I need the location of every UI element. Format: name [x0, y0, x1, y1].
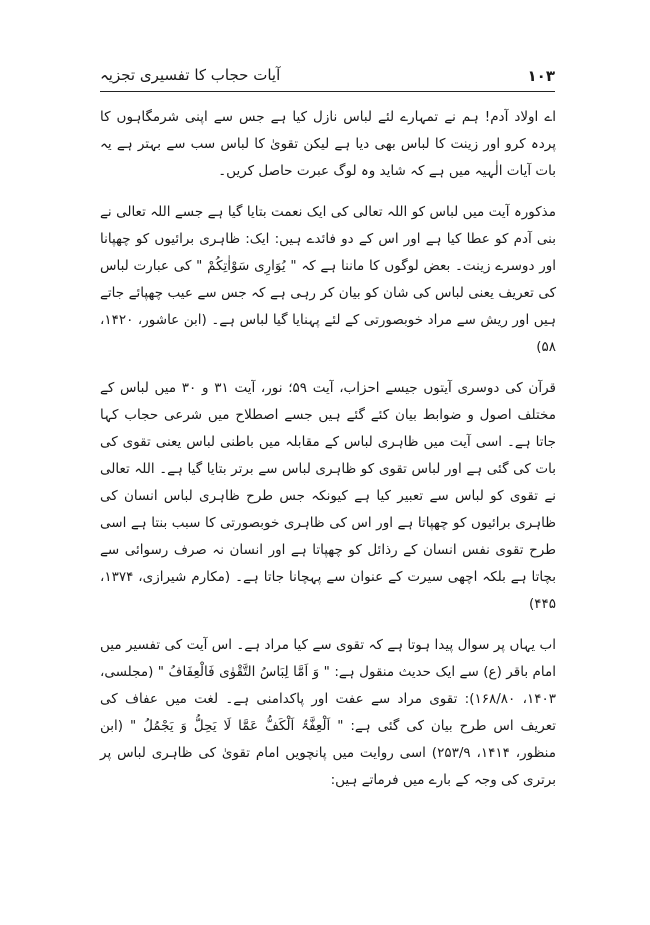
header-divider [100, 91, 555, 92]
running-title: آیات حجاب کا تفسیری تجزیہ [100, 66, 281, 84]
body-text [100, 104, 556, 794]
paragraph-meaning-of-piety: اب یہاں پر سوال پیدا ہوتا ہے کہ تقوی سے کیا مراد ہے۔ اس آیت کی تفسیر میں امام باقر (ع) سے ایک حدیث منقول ہے: " وَ اَمَّا لِبَاسُ التَّقْوٰی فَالْعِفَافُ " (مجلسی، ۱۴۰۳، ۱۶۸/۸۰): تقوی مراد سے عفت اور پاکدامنی ہے۔ لغت میں عفاف کی تعریف اس طرح بیان کی گئی ہے: " اَلْعِفَّۃُ اَلْکَفُّ عَمَّا لَا یَحِلُّ وَ یَجْمُلُ " (ابن منظور، ۱۴۱۴، ۲۵۳/۹) اسی روایت میں پانچویں امام تقویٰ کی ظاہری لباس پر برتری کی وجہ کے بارے میں فرماتے ہیں: [100, 637, 556, 788]
paragraph-verse-translation: اے اولاد آدم! ہم نے تمہارے لئے لباس نازل کیا ہے جس سے اپنی شرمگاہوں کا پردہ کرو اور زینت کا لباس بھی دیا ہے لیکن تقویٰ کا لباس سب سے بہتر ہے یہ بات آیات الٰہیہ میں ہے کہ شاید وہ لوگ عبرت حاصل کریں۔ [100, 109, 556, 179]
paragraph-piety-as-clothing: قرآن کی دوسری آیتوں جیسے احزاب، آیت ۵۹؛ نور، آیت ۳۱ و ۳۰ میں لباس کے مختلف اصول و ضوابط بیان کئے گئے ہیں جسے اصطلاح میں شرعی حجاب کہا جاتا ہے۔ اسی آیت میں ظاہری لباس کے مقابلہ میں باطنی لباس یعنی تقوی کی بات کی گئی ہے اور لباس تقوی کو ظاہری لباس سے برتر بتایا گیا ہے۔ اللہ تعالی نے تقوی کو لباس سے تعبیر کیا ہے کیونکہ جس طرح ظاہری لباس انسان کی ظاہری برائیوں کو چھپاتا ہے اور اس کی ظاہری خوبصورتی کا سبب بنتا ہے اسی طرح تقوی نفس انسان کے رذائل کو چھپاتا ہے اور انسان نہ صرف رسوائی سے بچاتا ہے بلکہ اچھی سیرت کے عنوان سے پہچانا جاتا ہے۔ (مکارم شیرازی، ۱۳۷۴، ۴۴۵) [100, 380, 556, 612]
page-header [100, 63, 555, 89]
paragraph-clothing-blessing: مذکورہ آیت میں لباس کو اللہ تعالی کی ایک نعمت بتایا گیا ہے جسے اللہ تعالی نے بنی آدم کو عطا کیا ہے اور اس کے دو فائدے ہیں: ایک: ظاہری برائیوں کو چھپانا اور دوسرے زینت۔ بعض لوگوں کا ماننا ہے کہ " یُوَارِی سَوْاٰتِکُمْ " کی عبارت لباس کی تعریف یعنی لباس کی شان کو بیان کر رہی ہے کہ جس سے عیب چھپائے جاتے ہیں اور ریش سے مراد خوبصورتی کے لئے پہنایا گیا لباس ہے۔ (ابن عاشور، ۱۴۲۰، ۵۸) [100, 204, 556, 355]
page-number: ۱۰۳ [527, 67, 555, 85]
